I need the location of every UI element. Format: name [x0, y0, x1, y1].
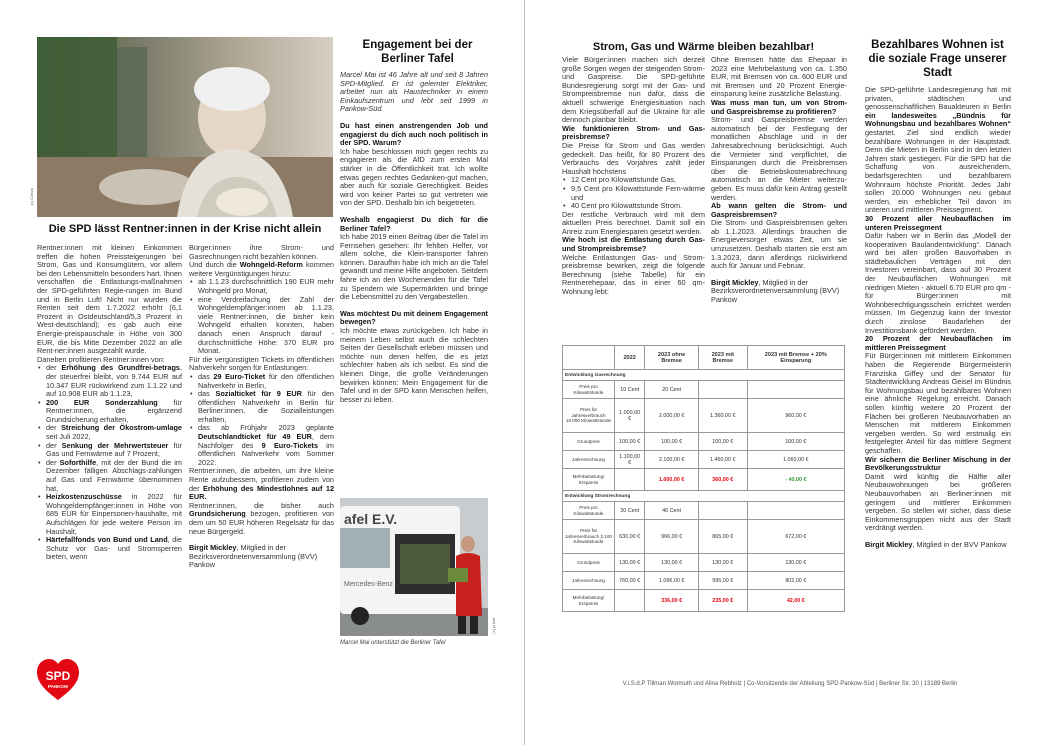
author-name: Birgit Mickley — [865, 539, 913, 549]
table-row-label: Preis für Jahresverbrauch 10.000 Kilowattstunde — [563, 399, 615, 433]
author-role: , Mitglied in der Bezirksverordnetenversammlung (BVV) Pankow — [711, 277, 840, 305]
answer: Ich habe 2019 einen Beitrag über die Tafel im Fernsehen gesehen: Ihr fehlten Helfer, vor allem solche, die Klein-transporter fahren können. Daraufhin habe ich mich an die Tafel gewandt und meine Hilfe angeboten. Seitdem fahre ich an den Wochenenden für die Tafel zu Spendern wie Supermärkten und bringe die Lebensmittel zu den Vergabestellen. — [340, 232, 488, 302]
table-row-label: Preis pro Kilowattstunde — [563, 381, 615, 399]
table-cell: 130,00 € — [615, 554, 645, 572]
table-cell — [747, 381, 844, 399]
table-cell: 336,00 € — [645, 590, 699, 612]
text: das — [198, 371, 214, 381]
table-row-label: Preis für Jahresverbrauch 2.100 Kilowattstunde — [563, 520, 615, 554]
table-cell: 360,00 € — [698, 469, 747, 491]
paragraph: Bürger:innen ihre Strom- und Gasrechnungen nicht bezahlen können. — [189, 243, 334, 261]
table-cell: 2.100,00 € — [645, 451, 699, 469]
list-item: • 40 Cent pro Kilowattstunde Strom. — [562, 202, 705, 211]
table-row — [563, 381, 845, 399]
signature — [865, 541, 1011, 550]
energy-headline: Strom, Gas und Wärme bleiben bezahlbar! — [592, 41, 815, 53]
intro-paragraph: Marcel Mai ist 46 Jahre alt und seit 8 Jahren SPD-Mitglied. Er ist gelernter Elektriker, arbeitet nun als Haustechniker in einem Einkaufszentrum und lebt seit 1999 in Pankow-Süd. — [340, 70, 488, 114]
table-row — [563, 590, 845, 612]
table-cell — [747, 502, 844, 520]
text: der — [46, 440, 62, 450]
text: das — [198, 389, 216, 399]
question-text: Ab wann gelten die Strom- und Gaspreisbremsen? — [711, 201, 847, 219]
van-brand-text: Mercedes-Benz — [344, 581, 394, 588]
table-row — [563, 554, 845, 572]
list-item — [189, 373, 334, 390]
author-name: Birgit Mickley — [711, 277, 759, 287]
question — [340, 122, 488, 148]
question — [562, 125, 705, 142]
question — [711, 202, 847, 219]
photo2-credit: (c) privat — [491, 618, 496, 634]
bold-text: ein landesweites „Bündnis für Wohnungsbau und bezahlbares Wohnen“ — [865, 110, 1011, 129]
table-section-label: Entwicklung Stromrechnung — [563, 491, 845, 502]
subheading-text: 20 Prozent der Neubauflächen im mittleren Preissegment — [865, 334, 1011, 352]
bold-text: Senkung der Mehrwertsteuer — [61, 440, 169, 450]
table-cell: 995,00 € — [698, 572, 747, 590]
question-text: Was muss man tun, um von Strom- und Gaspreisbremse zu profitieren? — [711, 97, 847, 116]
table-cell — [615, 469, 645, 491]
text: für Rentner:innen, die ergänzend Grundsicherung erhalten, — [46, 397, 182, 424]
question — [340, 216, 488, 233]
table-cell: 46 Cent — [645, 502, 699, 520]
answer: Die Strom- und Gaspreisbremsen gelten ab 1.1.2023. Allerdings brauchen die Energieversorger etwas Zeit, um sie umzusetzen. Deshalb starten sie erst am 1.3.2023, dann allerdings rückwirkend auch für Januar und Februar. — [711, 218, 847, 271]
list-item — [37, 536, 182, 562]
text: , die Schutz vor Gas- und Stromsperren bieten, wenn — [46, 535, 182, 562]
text: für Gas und Fernwärme auf 7 Prozent, — [46, 440, 182, 459]
table-header-cell: 2023 ohne Bremse — [645, 346, 699, 370]
paragraph — [189, 261, 334, 278]
table-cell: 630,00 € — [615, 520, 645, 554]
bold-text: Soforthilfe — [59, 457, 97, 467]
text: seit Juli 2022, — [46, 432, 91, 442]
table-row-label: Preis pro Kilowattstunde — [563, 502, 615, 520]
table-cell: 235,00 € — [698, 590, 747, 612]
table-row — [563, 520, 845, 554]
answer: Die Preise für Strom und Gas werden gedeckelt. Das heißt, für 80 Prozent des Verbrauchs des Vorjahres zahlt jeder Haushalt höchstens — [562, 140, 705, 176]
subheading — [865, 335, 1011, 352]
spd-logo — [36, 658, 80, 702]
table-cell: 100,00 € — [645, 433, 699, 451]
paragraph: Für die vergünstigten Tickets im öffentlichen Nahverkehr sorgen für Entlastungen: — [189, 354, 334, 373]
imprint-footer: V.i.S.d.P Tillman Wormuth und Alina Rebholz | Co-Vorsitzende der Abteilung SPD Pankow-Süd | Berliner Str. 30 | 13189 Berlin — [622, 681, 958, 687]
question-text: Wie hoch ist die Entlastung durch Gas- und Strompreisbremse? — [562, 235, 705, 254]
logo-subtext: PANKOW — [47, 684, 69, 689]
list-item — [37, 459, 182, 493]
logo-text: SPD — [45, 669, 71, 683]
spd-heart-icon — [36, 658, 80, 702]
benefit-list — [37, 364, 182, 562]
text: Die SPD-geführte Landesregierung hat mit privaten, städtischen und genossenschaftlichen Bauakteuren in Berlin — [865, 85, 1011, 112]
table-header-cell: 2023 mit Bremse + 20% Einsparung — [747, 346, 844, 370]
table-cell: 100,00 € — [698, 433, 747, 451]
left-column-3 — [340, 71, 488, 404]
paragraph — [189, 502, 334, 536]
van-sign-text: afel E.V. — [344, 511, 398, 527]
bold-text: Erhöhung des Grundfrei-betrags — [61, 363, 180, 373]
paragraph: Damit wird künftig die Hälfte aller Neubauwohnungen bei größeren Neubauvorhaben an Berliner:innen mit geringem und mittlerer Einkommen vergeben. So stellen wir sicher, dass diese Einkommensgruppen nicht aus der Stadt verdrängt werden. — [865, 471, 1011, 533]
photo-elderly-woman — [37, 37, 333, 217]
table-section-row — [563, 491, 845, 502]
subheading-text: 30 Prozent aller Neubauflächen im unteren Preissegment — [865, 213, 1011, 232]
signature — [189, 544, 334, 570]
table-cell: 1.460,00 € — [698, 451, 747, 469]
question-text: Du hast einen anstrengenden Job und engagierst du dich auch noch politisch in der SPD. Warum? — [340, 120, 488, 148]
author-role: , Mitglied in der Bezirksverordnetenversammlung (BVV) Pankow — [189, 543, 318, 570]
table-cell: 1.360,00 € — [698, 399, 747, 433]
table-row-label: Jahresrechnung — [563, 451, 615, 469]
right-column-2 — [711, 56, 847, 305]
table-section-row — [563, 370, 845, 381]
photo-caption: Marcel Mai unterstützt die Berliner Tafel — [340, 640, 446, 646]
list-item: • 12 Cent pro Kilowattstunde Gas, — [562, 176, 705, 185]
list-item — [37, 399, 182, 425]
table-cell: 1.060,00 € — [747, 451, 844, 469]
bold-text: Grundsicherung — [189, 509, 246, 519]
text: Rentner:innen, die arbeiten, um ihre kleine Rente aufzubessern, profitieren zudem von der — [189, 466, 334, 493]
table-cell: 30 Cent — [615, 502, 645, 520]
bold-text: Wohngeld-Reform — [239, 260, 303, 270]
question — [711, 99, 847, 116]
paragraph: Für Bürger:innen mit mittlerem Einkommen haben die Regierende Bürgermeisterin Franziska Giffey und der Senator für Stadtentwicklung Andreas Geisel im Bündnis für Wohnungsbau und bezahlbares Wohnen eine ähnliche Regelung erreicht. Danach sollen künftig weitere 20 Prozent der Flächen bei großeren Neubauvorhaben an Menschen mit mittlerem Einkommen vergeben werden. So wird erstmalig ein festgelegter Anteil für das mittlere Segment geschaffen. — [865, 351, 1011, 455]
answer: Ich möchte etwas zurückgeben. Ich habe in meinem Leben selbst auch die schlechten Seiten der Gesellschaft erleben müssen und möchte nun denen helfen, die es jetzt schlechter haben als ich selbst. Es sind die kleinen Dinge, die große Veränderungen bewirken können: Mein Engagement für die Tafel und in der SPD kann Menschen helfen, besser zu leben. — [340, 326, 488, 404]
text: das ab Frühjahr 2023 geplante — [198, 423, 334, 433]
left-page — [0, 0, 524, 745]
tafel-van-image — [340, 498, 488, 636]
question — [562, 236, 705, 253]
table-cell — [615, 590, 645, 612]
paragraph: Ohne Bremsen hätte das Ehepaar in 2023 eine Mehrbelastung von ca. 1.350 EUR, mit Bremsen von ca. 600 EUR und mit Bremsen und 20 Prozent Energie-einsparung keine zusätzliche Belastung. — [711, 55, 847, 99]
list-item — [37, 493, 182, 536]
table-header-cell: 2023 mit Bremse — [698, 346, 747, 370]
table-row — [563, 433, 845, 451]
table-cell: - 40,00 € — [747, 469, 844, 491]
photo-tafel-van — [340, 498, 488, 636]
price-comparison-table — [562, 345, 845, 612]
table-row-label: Grundpreis — [563, 554, 615, 572]
answer: Ich habe beschlossen mich gegen rechts zu engagieren als die AfD zum ersten Mal stärker in die Öffentlichkeit trat. Ich wollte etwas gegen rechtes Gedanken-gut machen, aber auch für soziale Gerechtigkeit. Beides wird von keiner Partei so gut vertreten wie von der SPD. Deshalb bin ich beigetreten. — [340, 146, 488, 208]
text: der — [46, 423, 62, 433]
text: kommen weitere Vergünstigungen hinzu: — [189, 260, 334, 278]
table-cell: 1.096,00 € — [645, 572, 699, 590]
text: Rentner:innen, die bisher auch — [189, 500, 334, 510]
list-item — [189, 390, 334, 424]
bold-text: Härtefallfonds von Bund und Land — [46, 535, 168, 545]
table-cell: 960,00 € — [747, 399, 844, 433]
photo-credit: (c) Canva — [29, 188, 34, 206]
paragraph: Rentner:innen mit kleinen Einkommen treffen die hohen Preissteigerungen bei Strom, Gas und Konsumgütern, vor allem bei den Lebensmitteln besonders hart. Ihnen verschaffen die Entlastungs-maßnahmen der SPD-geführten Regie-rungen im Bund und in Berlin Luft! Nicht nur wurden die Renten seit dem 1.7.2022 erhöht (6,1 Prozent in Ostdeutschland/5,3 Prozent in West-deutschland); es gab auch eine Energie-preispauschale in Höhe von 300 EUR, die bis Mitte Dezember 2022 an alle Rent-ner:innen ausgezahlt wurde. — [37, 243, 182, 356]
list-item — [37, 442, 182, 459]
left-column-1 — [37, 244, 182, 562]
question-text: Wie funktionieren Strom- und Gas-preisbremse? — [562, 123, 705, 142]
signature — [711, 279, 847, 305]
text: der — [46, 457, 60, 467]
main-headline: Die SPD lässt Rentner:innen in der Krise nicht allein — [48, 223, 322, 235]
answer: Strom- und Gaspreisbremse werden automatisch bei der Festlegung der monatlichen Abschläge und in der Jahresabrechnung berücksichtigt. Auch die Vermieter sind verpflichtet, die Einsparungen durch die Preisbremsen über die Betriebskostenabrechnung automatisch an die Mieter weiterzu-geben. Es muss dafür kein Antrag gestellt werden. — [711, 115, 847, 202]
table-cell — [698, 381, 747, 399]
bold-text: Sozialticket für 9 EUR — [215, 389, 302, 399]
table-row-label: Grundpreis — [563, 433, 615, 451]
text: im öffentlichen Nahverkehr vom Sommer 2022. — [198, 440, 334, 467]
table-cell: 20 Cent — [645, 381, 699, 399]
question-text: Was möchtest Du mit deinem Engagement bewegen? — [340, 308, 488, 327]
bold-text: Heizkostenzuschüsse — [46, 492, 122, 502]
table-row — [563, 451, 845, 469]
table-cell: 130,00 € — [747, 554, 844, 572]
table-row-label: Jahresrechnung — [563, 572, 615, 590]
list-item: • 9,5 Cent pro Kilowattstunde Fern-wärme und — [562, 185, 705, 202]
list-item — [189, 424, 334, 467]
table-row-label: Mehrbelastung/ Ersparnis — [563, 590, 615, 612]
table-row-label: Mehrbelastung/ Ersparnis — [563, 469, 615, 491]
subheading — [865, 456, 1011, 473]
text: in 2022 für Wohngeldempfänger:innen in Höhe von 685 EUR für Einpersonen-haushalte, mit Aufschlägen für jede weitere Person im Haushalt, — [46, 492, 182, 536]
right-column-1 — [562, 56, 705, 297]
elderly-woman-image — [37, 37, 333, 217]
table-row — [563, 399, 845, 433]
price-cap-list — [562, 176, 705, 210]
table-section-label: Entwicklung Gasrechnung — [563, 370, 845, 381]
table-row — [563, 572, 845, 590]
bold-text: Erhöhung des Mindestlohnes auf 12 EUR. — [189, 483, 335, 502]
right-page — [525, 0, 1049, 745]
list-item — [37, 364, 182, 398]
question-text: Weshalb engagierst Du dich für die Berliner Tafel? — [340, 214, 488, 233]
table-cell: 1.000,00 € — [645, 469, 699, 491]
paragraph: Dafür haben wir in Berlin das „Modell der kooperativen Baulandentwicklung“. Danach wird bei allen großen Bauvorhaben in städtebaulichen Verträgen mit den Investoren vereinbart, dass auf 30 Prozent der Neubauflächen Wohnungen mit niedrigen Mieten - aktuell 6.70 EUR pro qm - für Bürger:innen mit Wohnberechtigungsschein errichtet werden müssen. Im Gegenzug kann der Investor durch zinslose Baudarlehen der Investitionsbank gefördert werden. — [865, 231, 1011, 335]
table-cell: 100,00 € — [747, 433, 844, 451]
answer: Der restliche Verbrauch wird mit dem aktuellen Preis berechnet. Damit soll ein Anreiz zum Energiesparen gesetzt werden. — [562, 209, 705, 236]
table-cell — [698, 502, 747, 520]
table-row — [563, 502, 845, 520]
table-cell: 672,00 € — [747, 520, 844, 554]
table-cell: 865,00 € — [698, 520, 747, 554]
text: , dem Nachfolger des — [198, 432, 334, 450]
table-row — [563, 469, 845, 491]
table-header-row — [563, 346, 845, 370]
right-column-3 — [865, 86, 1011, 549]
table-cell: 130,00 € — [645, 554, 699, 572]
table-cell: 10 Cent — [615, 381, 645, 399]
table-header-cell: 2022 — [615, 346, 645, 370]
text: , der steuerfrei bleibt, von 9.744 EUR auf 10.347 EUR rückwirkend zum 1.1.22 und auf 10.908 EUR ab 1.1.23, — [46, 363, 183, 399]
answer: Welche Entlastungen Gas- und Strom-preisbremse bewirken, zeigt die folgende Berechnung (siehe Tabelle) für ein Rentnerehepaar, das in einer 60 qm-Wohnung lebt: — [562, 252, 705, 297]
bold-text: 200 EUR Sonderzahlung — [46, 397, 158, 407]
text: gestartet. Ziel sind endlich wieder bezahlbare Wohnungen in der Hauptstadt. Denn die Mieten in Berlin sind in den letzten Jahren stark gestiegen. Für die SPD hat die Schaffung von ausreichendem, bedarfsgerechten und bezahlbarem Wohnraum höchste Priorität. Jedes Jahr sollen 20.000 Wohnungen neu gebaut werden, ein erheblicher Teil davon im unteren und mittleren Preissegment. — [865, 127, 1011, 215]
table-header-cell — [563, 346, 615, 370]
paragraph — [189, 467, 334, 501]
wohngeld-list — [189, 278, 334, 355]
ticket-list — [189, 373, 334, 468]
paragraph: Viele Bürger:innen machen sich derzeit große Sorgen wegen der steigenden Strom- und Gaspreise. Die SPD-geführte Bundesregierung sorgt mit der Gas- und Strompreisbremse nun dafür, dass die aktuell schwierige Energiesituation nach dem Kriegsüberfall auf die Ukraine für alle dennoch planbar bleibt. — [562, 55, 705, 125]
bold-text: 9 Euro-Tickets — [261, 440, 319, 450]
subheading-text: Wir sichern die Berliner Mischung in der Bevölkerungsstruktur — [865, 454, 1011, 473]
housing-headline: Bezahlbares Wohnen ist die soziale Frage unserer Stadt — [868, 39, 1007, 79]
bold-text: Deutschlandticket für 49 EUR — [198, 432, 312, 442]
table-cell: 42,00 € — [747, 590, 844, 612]
table-cell: 2.000,00 € — [645, 399, 699, 433]
table-cell: 760,00 € — [615, 572, 645, 590]
left-column-2 — [189, 244, 334, 570]
paragraph — [865, 86, 1011, 215]
list-item — [37, 424, 182, 441]
table-cell: 100,00 € — [615, 433, 645, 451]
bold-text: 29 Euro-Ticket — [213, 371, 266, 381]
paragraph: Daneben profitieren Rentner:innen von: — [37, 354, 165, 364]
text: der — [46, 363, 62, 373]
table-cell: 1.000,00 € — [615, 399, 645, 433]
table-cell: 802,00 € — [747, 572, 844, 590]
tafel-headline: Engagement bei der Berliner Tafel — [362, 39, 473, 65]
table-cell: 966,00 € — [645, 520, 699, 554]
text: Und durch die — [189, 260, 240, 270]
table-cell: 130,00 € — [698, 554, 747, 572]
text: für den öffentlichen Nahverkehr in Berlin, — [198, 371, 335, 390]
question — [340, 310, 488, 327]
author-role: , Mitglied in der BVV Pankow — [912, 539, 1007, 549]
bold-text: Streichung der Ökostrom-umlage — [61, 423, 182, 433]
subheading — [865, 215, 1011, 232]
text: bezogen, profitieren von dem um 50 EUR höheren Regelsatz für das neue Bürgergeld. — [189, 509, 334, 536]
text: , mit der der Bund die im Dezember fälligen Abschlags-zahlungen auf Gas und Fernwärme übernommen hat, — [46, 457, 182, 493]
text: für den öffentlichen Nahverkehr in Berlin für Berliner:innen, die Sozialleistungen erhalten, — [198, 389, 334, 424]
list-item: • eine Verdreifachung der Zahl der Wohngeldempfänger:innen ab 1.1.23, viele Rentner:innen, die bisher kein Wohngeld erhalten konnten, haben danach einen Anspruch darauf - durchschnittliche Höhe: 370 EUR pro Monat. — [189, 296, 334, 356]
table-cell: 1.100,00 € — [615, 451, 645, 469]
author-name: Birgit Mickley — [189, 543, 237, 553]
list-item: • ab 1.1.23 durchschnittlich 190 EUR mehr Wohngeld pro Monat, — [189, 278, 334, 295]
